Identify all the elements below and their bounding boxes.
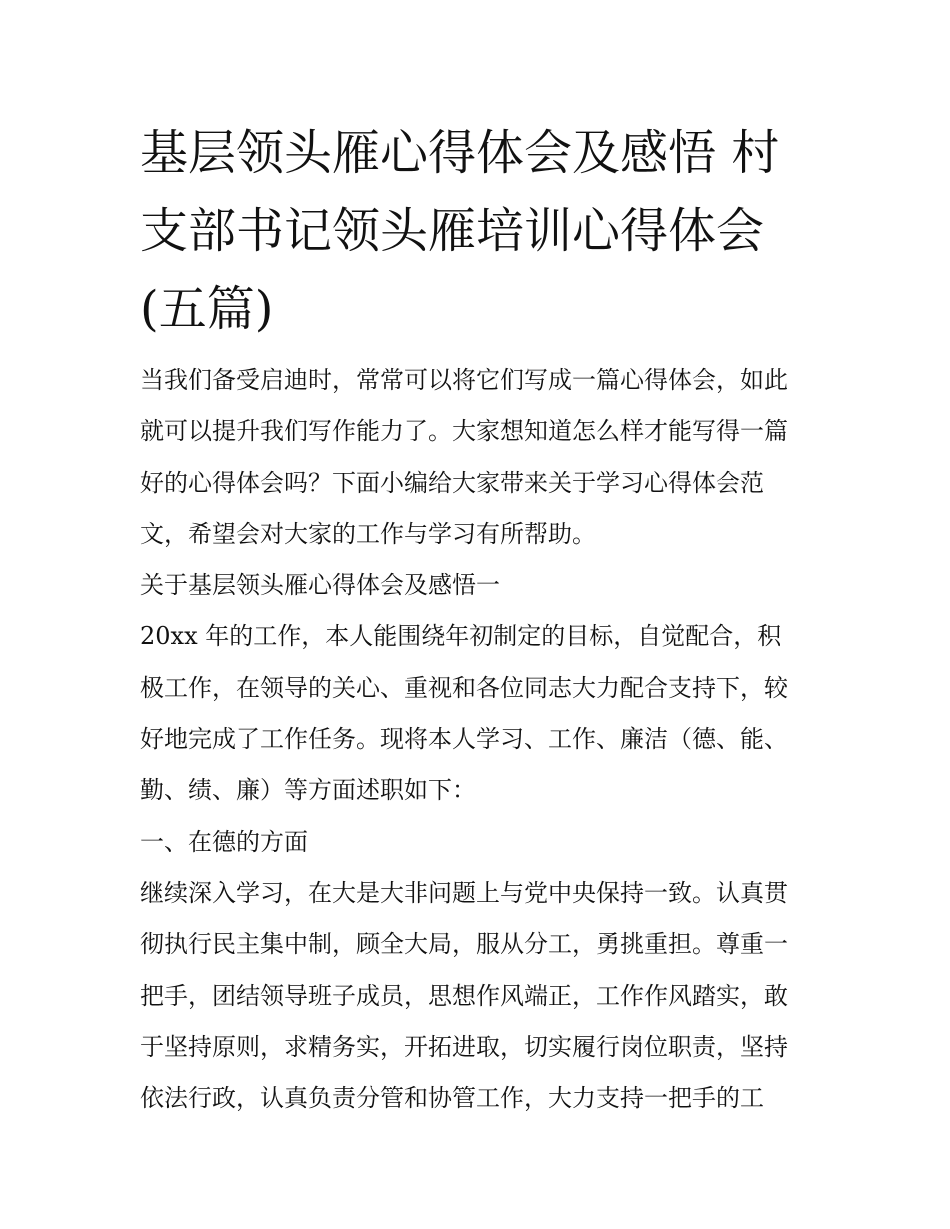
body-line: 于坚持原则，求精务实，开拓进取，切实履行岗位职责，坚持 — [140, 1032, 788, 1061]
document-title — [140, 114, 812, 348]
body-line: 依法行政，认真负责分管和协管工作，大力支持一把手的工 — [140, 1084, 764, 1113]
body-line: 勤、绩、廉）等方面述职如下： — [140, 776, 476, 805]
body-line: 继续深入学习，在大是大非问题上与党中央保持一致。认真贯 — [140, 878, 788, 907]
title-line: 基层领头雁心得体会及感悟 村 — [140, 125, 780, 181]
subsection-heading: 一、在德的方面 — [140, 827, 308, 856]
section-heading: 关于基层领头雁心得体会及感悟一 — [140, 571, 500, 600]
document-body — [140, 355, 812, 1124]
body-line: 彻执行民主集中制，顾全大局，服从分工，勇挑重担。尊重一 — [140, 930, 788, 959]
body-line: 文，希望会对大家的工作与学习有所帮助。 — [140, 519, 596, 548]
body-line: 20xx 年的工作，本人能围绕年初制定的目标，自觉配合，积 — [140, 622, 782, 651]
title-line: 支部书记领头雁培训心得体会 — [140, 203, 765, 259]
body-line: 把手，团结领导班子成员，思想作风端正，工作作风踏实，敢 — [140, 981, 788, 1010]
body-line: 当我们备受启迪时，常常可以将它们写成一篇心得体会，如此 — [140, 366, 788, 394]
body-line: 就可以提升我们写作能力了。大家想知道怎么样才能写得一篇 — [140, 417, 788, 446]
body-line: 好地完成了工作任务。现将本人学习、工作、廉洁（德、能、 — [140, 725, 788, 754]
title-line: (五篇) — [140, 281, 274, 337]
body-line: 极工作，在领导的关心、重视和各位同志大力配合支持下，较 — [140, 673, 788, 702]
body-line: 好的心得体会吗？下面小编给大家带来关于学习心得体会范 — [140, 468, 764, 497]
